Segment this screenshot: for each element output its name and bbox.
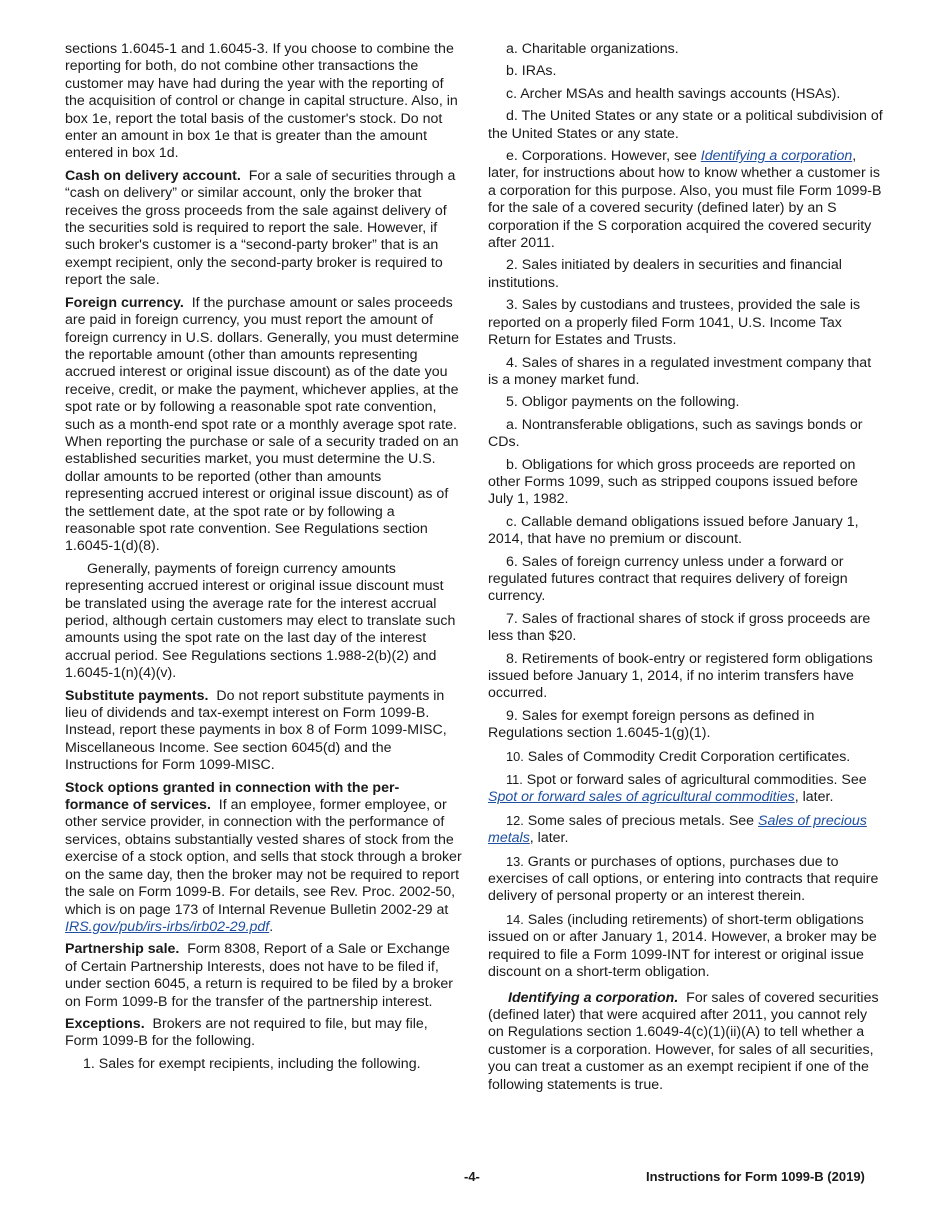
- heading-cash-on-delivery: Cash on delivery account.: [65, 167, 241, 184]
- text-partnership-sale: Form 8308, Report of a Sale or Exchange of Certain Partnership Interests, does not have to be filed if, under section 6045, a return is required to be filed by a broker on Form 1099-B for the transfer of the partnership interest.: [65, 941, 454, 1010]
- irb-link[interactable]: IRS.gov/pub/irs-irbs/irb02-29.pdf: [65, 918, 270, 935]
- exception-item-9: 9. Sales for exempt foreign persons as defined in Regulations section 1.6045-1(g)(1).: [488, 707, 815, 742]
- identifying-corporation-link[interactable]: Identifying a corporation: [700, 148, 853, 165]
- item-11-post: , later.: [794, 789, 834, 806]
- exception-item-5c: c. Callable demand obligations issued before January 1, 2014, that have no premium or discount.: [488, 513, 859, 548]
- text-stock-options-end: .: [269, 918, 274, 935]
- text-substitute-payments: Do not report substitute payments in lieu of dividends and tax-exempt interest on Form 1099-B. Instead, report these payments in box 8 of Form 1099-MISC, Miscellaneous Income. See section 6045(d) and the Instructions for Form 1099-MISC.: [65, 687, 447, 774]
- heading-substitute-payments: Substitute payments.: [65, 687, 209, 704]
- item-10-text: Sales of Commodity Credit Corporation certificates.: [527, 748, 851, 765]
- right-column: [488, 41, 885, 1099]
- heading-identifying-corporation: Identifying a corporation.: [508, 989, 679, 1006]
- item-13-number: 13.: [506, 853, 524, 869]
- item-12-text: Some sales of precious metals. See: [527, 812, 755, 829]
- paragraph-intro: sections 1.6045-1 and 1.6045-3. If you choose to combine the reporting for both, do not combine other transactions the customer may have had during the year with the reporting of the acquisition of control or change in capital structure. Also, in box 1e, report the total basis of the customer's stock. Do not enter an amount in box 1e that is greater than the amount entered in box 1d.: [65, 41, 458, 162]
- exception-item-6: 6. Sales of foreign currency unless under a forward or regulated futures contract that requires delivery of foreign currency.: [488, 553, 848, 605]
- paragraph-exceptions: [65, 1016, 462, 1051]
- exception-item-1: 1. Sales for exempt recipients, including the following.: [83, 1055, 421, 1072]
- paragraph-substitute-payments: [65, 688, 462, 775]
- left-column: [65, 41, 462, 1078]
- exception-item-4: 4. Sales of shares in a regulated investment company that is a money market fund.: [488, 354, 872, 388]
- heading-partnership-sale: Partnership sale.: [65, 941, 180, 958]
- text-e-post: , later, for instructions about how to know whether a customer is a corporation for this purpose. Also, you must file Form 1099-B for the sale of a covered security (defined later) by an S corporation if the S corporation acquired the covered security after 2011.: [488, 148, 882, 252]
- text-identifying-corporation: For sales of covered securities (defined later) that were acquired after 2011, you cannot rely on Regulations section 1.6049-4(c)(1)(ii)(A) to tell whether a customer is a corporation. However, for sales of all securities, you can treat a customer as an exempt recipient if one of the following statements is true.: [488, 989, 879, 1093]
- item-13-text: Grants or purchases of options, purchases due to exercises of call options, or entering into contracts that require delivery of personal property or an interest therein.: [488, 853, 879, 905]
- exception-item-5: 5. Obligor payments on the following.: [506, 394, 740, 411]
- paragraph-foreign-currency-2: Generally, payments of foreign currency amounts representing accrued interest or original issue discount must be translated using the average rate for the interest accrual period, although certain customers may elect to translate such amounts using the spot rate on the last day of the interest accrual period. See Regulations sections 1.988-2(b)(2) and 1.6045-1(n)(4)(v).: [65, 560, 456, 682]
- exempt-recipient-e: [488, 148, 885, 252]
- exempt-recipient-d: d. The United States or any state or a political subdivision of the United States or any state.: [488, 108, 883, 142]
- text-foreign-currency: If the purchase amount or sales proceeds are paid in foreign currency, you must report the amount of foreign currency in U.S. dollars. Generally, you must determine the reportable amount (other than amounts representing accrued interest or original issue discount) as of the date you receive, credit, or make the payment, whichever applies, at the spot rate or by following a reasonable spot rate convention, such as a month-end spot rate or a monthly average spot rate. When reporting the purchase or sale of a security traded on an established securities market, you must determine the U.S. dollar amounts to be reported (other than amounts representing accrued interest or original issue discount) as of the settlement date, at the spot rate or by following a reasonable spot rate convention. See Regulations section 1.6045-1(d)(8).: [65, 294, 460, 555]
- paragraph-foreign-currency: [65, 295, 462, 556]
- exception-item-7: 7. Sales of fractional shares of stock if gross proceeds are less than $20.: [488, 610, 871, 645]
- item-11-text: Spot or forward sales of agricultural commodities. See: [526, 772, 867, 789]
- exception-item-2: 2. Sales initiated by dealers in securities and financial institutions.: [488, 257, 842, 291]
- document-title: Instructions for Form 1099-B (2019): [646, 1169, 865, 1184]
- agricultural-commodities-link[interactable]: Spot or forward sales of agricultural commodities: [488, 789, 795, 806]
- exempt-recipient-b: b. IRAs.: [506, 63, 557, 80]
- item-11-number: 11.: [506, 772, 523, 788]
- item-12-post: , later.: [529, 830, 569, 847]
- page-number: -4-: [464, 1169, 480, 1184]
- exception-item-13: [488, 853, 885, 906]
- exception-item-8: 8. Retirements of book-entry or registered form obligations issued before January 1, 2014, if no interim transfers have occurred.: [488, 650, 873, 702]
- text-exceptions: Brokers are not required to file, but may file, Form 1099-B for the following.: [65, 1015, 428, 1050]
- paragraph-partnership-sale: [65, 941, 462, 1011]
- exception-item-12: [488, 812, 885, 848]
- item-14-text: Sales (including retirements) of short-term obligations issued on or after January 1, 2014. However, a broker may be required to file a Form 1099-INT for interest or original issue discount on a short-term obligation.: [488, 911, 877, 981]
- heading-foreign-currency: Foreign currency.: [65, 294, 184, 311]
- text-e-pre: e. Corporations. However, see: [506, 148, 697, 165]
- precious-metals-link[interactable]: Sales of precious metals: [488, 812, 867, 847]
- exempt-recipient-a: a. Charitable organizations.: [506, 41, 679, 57]
- exception-item-11: [488, 771, 885, 807]
- paragraph-cash-on-delivery: [65, 168, 462, 290]
- exception-item-3: 3. Sales by custodians and trustees, provided the sale is reported on a properly filed Form 1041, U.S. Income Tax Return for Estates and Trusts.: [488, 297, 861, 349]
- text-stock-options: If an employee, former employee, or other service provider, in connection with the performance of services, obtains substantially vested shares of stock from the exercise of a stock option, and sells that stock through a broker on the same day, then the broker may not be required to report the sale on Form 1099-B. For details, see Rev. Proc. 2002-50, which is on page 173 of Internal Revenue Bulletin 2002-29 at: [65, 797, 462, 918]
- item-12-number: 12.: [506, 812, 524, 828]
- paragraph-stock-options: [65, 780, 462, 937]
- exception-item-5b: b. Obligations for which gross proceeds are reported on other Forms 1099, such as stripped coupons issued before July 1, 1982.: [488, 456, 858, 508]
- exception-item-14: [488, 911, 885, 982]
- heading-exceptions: Exceptions.: [65, 1015, 145, 1032]
- paragraph-identifying-corporation: [488, 990, 885, 1094]
- exception-item-5a: a. Nontransferable obligations, such as savings bonds or CDs.: [488, 416, 863, 451]
- exempt-recipient-c: c. Archer MSAs and health savings accounts (HSAs).: [506, 85, 841, 102]
- item-10-number: 10.: [506, 748, 524, 764]
- text-cash-on-delivery: For a sale of securities through a “cash on delivery” or similar account, only the broker that receives the gross proceeds from the sale against delivery of the securities sold is required to report the sale. However, if such broker's customer is a “second-party broker” that is an exempt recipient, only the second-party broker is required to report the sale.: [65, 167, 456, 289]
- heading-stock-options: Stock options granted in connection with the per-formance of services.: [65, 779, 400, 814]
- exception-item-10: [488, 748, 885, 766]
- item-14-number: 14.: [506, 911, 524, 927]
